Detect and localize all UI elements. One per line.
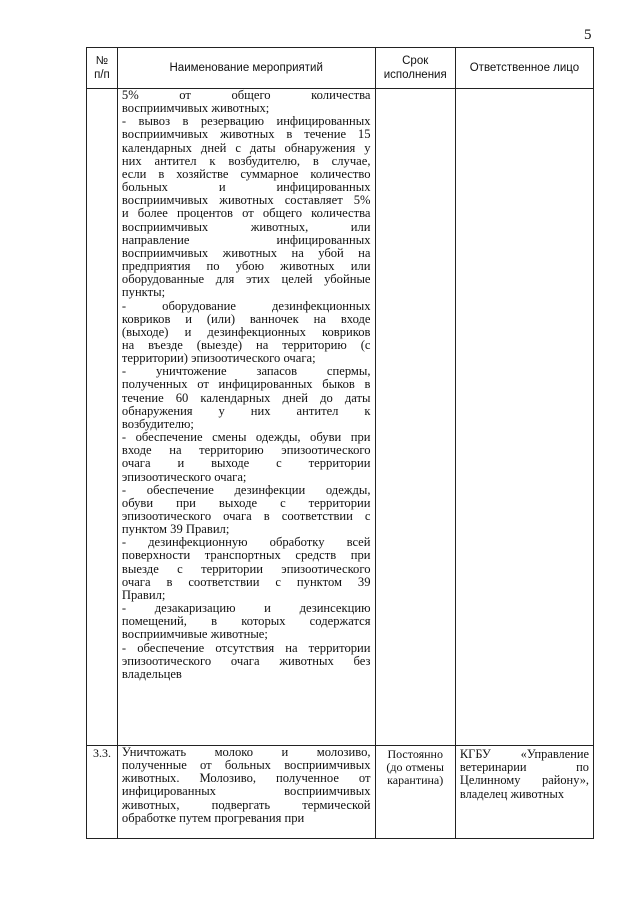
text-line: течение 60 календарных дней до даты (121, 390, 371, 405)
cell-num (87, 89, 118, 746)
text-line: возбудителю; (121, 416, 194, 431)
measure-text (122, 89, 371, 681)
text-line: эпизоотического очага в соответствии с (121, 509, 371, 523)
text-line: если в хозяйстве суммарное количество (121, 166, 371, 181)
cell-name (117, 746, 375, 839)
text-line: очага и выходе с территории (121, 456, 371, 471)
cell-term (375, 746, 455, 839)
table-header-row (87, 48, 594, 89)
text-line: очага в соответствии с пунктом 39 (121, 574, 371, 589)
text-line: больных и инфицированных (121, 180, 371, 195)
text-line: - уничтожение запасов спермы, (121, 364, 371, 379)
text-line: ковриков и (или) ванночек на входе (121, 311, 371, 326)
header-responsible: Ответственное лицо (455, 48, 593, 89)
text-line: направление инфицированных (121, 232, 371, 247)
text-line: животных, подвергать термической (121, 797, 371, 812)
text-line: Уничтожать молоко и молозиво, (121, 745, 371, 759)
text-line: - дезакаризацию и дезинсекцию (121, 601, 371, 616)
text-line: животных. Молозиво, полученное от (121, 771, 371, 786)
text-line: восприимчивых животных в течение 15 (121, 127, 371, 142)
text-line: предприятия по убою животных или (121, 259, 371, 274)
responsible-text (460, 746, 589, 801)
cell-term (375, 89, 455, 746)
text-line: ветеринарии по (459, 760, 589, 775)
text-line: (выходе) и дезинфекционных ковриков (121, 324, 371, 339)
text-line: - оборудование дезинфекционных (121, 298, 371, 313)
text-line: пунктом 39 Правил; (121, 522, 230, 537)
text-line: Целинному району», (459, 773, 589, 788)
text-line: и более процентов от общего количества (121, 206, 371, 221)
text-line: входе на территорию эпизоотического (121, 443, 371, 458)
measures-table (86, 47, 594, 839)
text-line: эпизоотического очага животных без (121, 653, 371, 668)
header-term: Срок исполнения (375, 48, 455, 89)
text-line: КГБУ «Управление (459, 747, 589, 761)
text-line: календарных дней с даты обнаружения у (121, 140, 371, 155)
text-line: - обеспечение смены одежды, обуви при (121, 430, 371, 445)
text-line: восприимчивые животные; (121, 627, 268, 642)
text-line: Правил; (121, 587, 166, 602)
text-line: них антител к возбудителю, в случае, (121, 153, 371, 168)
cell-num: 3.3. (87, 746, 118, 839)
text-line: восприимчивых животных составляет 5% (121, 193, 371, 208)
text-line: восприимчивых животных на убой на (121, 245, 371, 260)
text-line: обнаружения у них антител к (121, 403, 371, 418)
text-line: инфицированных восприимчивых (121, 784, 371, 799)
text-line: обуви при выходе с территории (121, 495, 371, 510)
page-number: 5 (584, 27, 592, 43)
cell-responsible (455, 746, 593, 839)
text-line: восприимчивых животных; (121, 101, 270, 116)
cell-name (117, 89, 375, 746)
term-text (380, 746, 451, 788)
text-line: Постоянно (387, 747, 443, 761)
text-line: обработке путем прогревания при (121, 810, 305, 825)
text-line: поверхности транспортных средств при (121, 548, 371, 563)
text-line: 5% от общего количества (121, 88, 371, 102)
text-line: карантина) (387, 773, 444, 788)
text-line: владельцев (121, 666, 182, 681)
table-row (87, 746, 594, 839)
text-line: территории) эпизоотического очага; (121, 351, 316, 366)
text-line: - обеспечение отсутствия на территории (121, 640, 371, 655)
text-line: восприимчивых животных, или (121, 219, 371, 234)
text-line: владелец животных (459, 786, 565, 801)
text-line: - вывоз в резервацию инфицированных (121, 114, 371, 129)
text-line: полученных от инфицированных быков в (121, 377, 371, 392)
table-row (87, 89, 594, 746)
text-line: помещений, в которых содержатся (121, 614, 371, 629)
text-line: - дезинфекционную обработку всей (121, 535, 371, 550)
measure-text (122, 746, 371, 825)
text-line: пункты; (121, 285, 166, 300)
cell-responsible (455, 89, 593, 746)
text-line: оборудованные для этих целей убойные (121, 272, 371, 287)
text-line: - обеспечение дезинфекции одежды, (121, 482, 371, 497)
header-name: Наименование мероприятий (117, 48, 375, 89)
text-line: полученные от больных восприимчивых (121, 758, 371, 773)
text-line: эпизоотического очага; (121, 469, 247, 484)
text-line: на въезде (выезде) на территорию (с (121, 337, 371, 352)
text-line: (до отмены (386, 760, 444, 775)
text-line: выезде с территории эпизоотического (121, 561, 371, 576)
header-num: № п/п (87, 48, 118, 89)
